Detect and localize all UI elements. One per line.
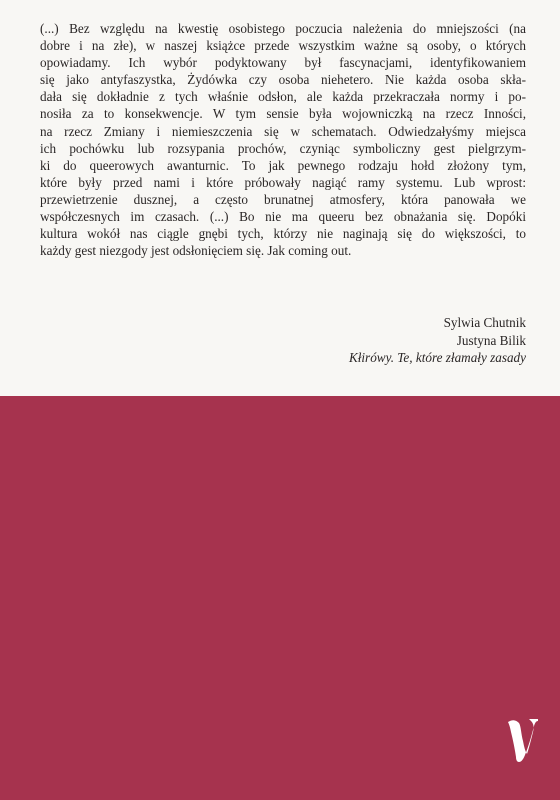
excerpt-line-13: kultura wokół nas ciągle gnębi tych, którzy nie naginają się do większości, to	[40, 226, 526, 242]
excerpt-line-10: które były przed nami i które próbowały nagiąć ramy systemu. Lub wprost:	[40, 174, 526, 190]
book-title: Kłirówy. Te, które złamały zasady	[348, 350, 526, 366]
book-excerpt	[40, 20, 526, 259]
publisher-v-logo-svg	[503, 712, 539, 764]
excerpt-line-8: ich pochówku lub rozsypania prochów, czyniąc symboliczny gest pielgrzym-	[40, 140, 526, 156]
publisher-v-logo-mark	[508, 719, 538, 762]
author-name-1: Sylwia Chutnik	[443, 315, 526, 330]
excerpt-line-2: dobre i na złe), w naszej książce przede wszystkim ważne są osoby, o których	[40, 38, 526, 54]
cover-text-area	[0, 0, 560, 396]
excerpt-line-4: się jako antyfaszystka, Żydówka czy osoba niehetero. Nie każda osoba skła-	[40, 72, 526, 88]
publisher-v-logo	[503, 712, 539, 764]
excerpt-line-1: (...) Bez względu na kwestię osobistego poczucia należenia do mniejszości (na	[40, 21, 526, 36]
crimson-band	[0, 396, 560, 800]
excerpt-line-5: dała się dokładnie z tych właśnie odsłon, ale każda przekraczała normy i po-	[40, 89, 526, 105]
excerpt-line-3: opowiadamy. Ich wybór podyktowany był fascynacjami, identyfikowaniem	[40, 55, 526, 71]
excerpt-line-9: ki do queerowych awanturnic. To jak pewnego rodzaju hołd złożony tym,	[40, 157, 526, 173]
excerpt-attribution	[266, 314, 526, 367]
excerpt-line-7: na rzecz Zmiany i niemieszczenia się w schematach. Odwiedzałyśmy miejsca	[40, 123, 526, 139]
excerpt-line-6: nosiła za to konsekwencje. W tym sensie była wojowniczką na rzecz Inności,	[40, 106, 526, 122]
excerpt-line-12: współczesnych im czasach. (...) Bo nie ma queeru bez obnażania się. Dopóki	[40, 209, 526, 225]
excerpt-line-14: każdy gest niezgody jest odsłonięciem się. Jak coming out.	[40, 243, 352, 259]
author-name-2: Justyna Bilik	[456, 332, 526, 348]
excerpt-line-11: przewietrzenie dusznej, a często brunatnej atmosfery, która panowała we	[40, 191, 526, 207]
